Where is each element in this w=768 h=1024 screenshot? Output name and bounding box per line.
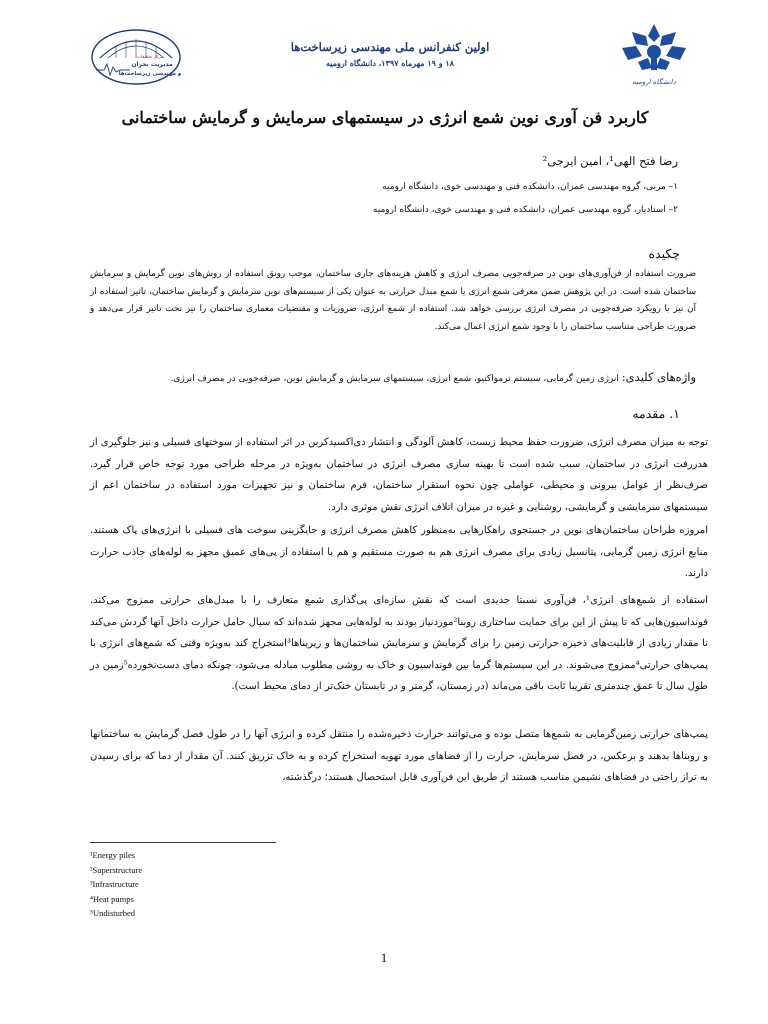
- research-center-logo: [90, 28, 182, 86]
- abstract-text: ضرورت استفاده از فن‌آوری‌های نوین در صرفه‌جویی مصرف انرژی و کاهش هزینه‌های جاری ساختمان، موجب رونق استفاده از روش‌های نوین گرمایش و سرمایش ساختمان شده است. در این پژوهش ضمن معرفی شمع انرژی یا شمع مبدل حرارتی به عنوان یکی از سیستم‌های نوین سرمایش و گرمایش ساختمان، تاثیر استفاده از آن نیز با رویکرد صرفه‌جویی در مصرف انرژی بررسی خواهد شد. استفاده از شمع انرژی، ضروریات و مقتضیات معماری ساختمان را نیز تحت تاثیر قرار می‌دهد و ضرورت طراحی متناسب ساختمان را با وجود شمع انرژی اعمال می‌کند.: [90, 269, 696, 332]
- page-number: 1: [380, 950, 388, 965]
- paper-title: کاربرد فن آوری نوین شمع انرژی در سیستمهای سرمایش و گرمایش ساختمانی: [121, 108, 649, 127]
- keywords-label: واژه‌های کلیدی:: [621, 370, 696, 384]
- footnote-4: ⁴Heat pumps: [90, 893, 134, 904]
- footnote-2: ²Superstructure: [90, 864, 143, 875]
- university-name: دانشگاه ارومیه: [632, 78, 676, 86]
- footnote-3: ³Infrastructure: [90, 879, 139, 890]
- university-logo: [618, 22, 690, 90]
- keywords: [90, 370, 696, 384]
- footnote-divider: [90, 842, 276, 843]
- keywords-list: انرژی زمین گرمایی، سیستم ترمواکتیو، شمع انرژی، سیستمهای سرمایش و گرمایش نوین، صرفه‌جویی در مصرف انرژی.: [170, 374, 619, 384]
- affiliation-2: ۲– استادیار، گروه مهندسی عمران، دانشکده فنی و مهندسی خوی، دانشگاه ارومیه: [372, 205, 678, 215]
- paragraph-1: توجه به میزان مصرف انرژی، ضرورت حفظ محیط زیست، کاهش آلودگی و انتشار دی‌اکسیدکربن در اثر استفاده از سوختهای فسیلی و نیز جلوگیری از هدررفت انرژی در ساختمان، سبب شده است تا بهینه سازی مصرف انرژی در ساختمان به‌ویژه در مرحله طراحی مورد توجه خاص قرار گیرد. صرف‌نظر از عوامل بیرونی و محیطی، عواملی چون نحوه استقرار ساختمان، فرم ساختمان و نیز تجهیزات مورد استفاده در ساختمان اعم از سیستمهای سرمایشی و گرمایشی، روشنایی و غیره در میزان اتلاف انرژی نقش موثری دارد.: [90, 437, 708, 513]
- conference-title: اولین کنفرانس ملی مهندسی زیرساخت‌ها: [290, 40, 490, 54]
- logo-line-2: مدیریت بحران: [131, 61, 173, 68]
- section-1-heading: ۱. مقدمه: [632, 406, 680, 421]
- paragraph-2: امروزه طراحان ساختمان‌های نوین در جستجوی راهکارهایی به‌منظور کاهش مصرف انرژی و جایگزینی سوخت های فسیلی با انرژی‌های پاک هستند. منابع انرژی زمین گرمایی، پتانسیل زیادی برای مصرف انرژی هم به صورت مستقیم و هم با استفاده از پی‌های عمیق مجهز به لوله‌های جاذب حرارت دارند.: [90, 525, 708, 580]
- conference-date: ۱۸ و ۱۹ مهرماه ۱۳۹۷، دانشگاه ارومیه: [326, 58, 454, 68]
- footnotes: [90, 848, 390, 921]
- logo-line-3: و مهندسی زیرساخت‌ها: [118, 71, 182, 77]
- logo-line-1: مرکز تحقیقات: [136, 55, 164, 60]
- paragraph-4: پمپ‌های حرارتی زمین‌گرمایی به شمع‌ها متصل بوده و می‌توانند حرارت ذخیره‌شده را منتقل کرده و انرژی آنها را در طول فصل گرمایش به ساختمانها و روبناها بدهند و برعکس، در فصل سرمایش، حرارت را از فضاهای مورد تهویه استخراج کرده و به خاک تزریق کنند. آن مقدار از دما که برای رسیدن به تراز راحتی در فضاهای نشیمن مناسب هستند از طریق این فن‌آوری قابل استحصال هستند؛ درگذشته،: [90, 729, 708, 784]
- abstract-heading: چکیده: [648, 246, 680, 261]
- footnote-1: ¹Energy piles: [90, 850, 136, 860]
- footnote-5: ⁵Undisturbed: [90, 908, 135, 919]
- affiliation-1: ۱– مربی، گروه مهندسی عمران، دانشکده فنی و مهندسی خوی، دانشگاه ارومیه: [382, 182, 678, 192]
- authors: رضا فتح الهی¹، امین ایرجی²: [542, 154, 678, 168]
- paragraph-3: استفاده از شمع‌های انرژی¹، فن‌آوری نسبتا جدیدی است که نقش سازه‌ای پی‌گذاری شمع متعارف را با مبدل‌های حرارتی ممزوج می‌کند. فونداسیون‌هایی که تا پیش از این برای حمایت ساختاری روبنا²موردنیاز بودند به لوله‌هایی مجهز شده‌اند که سیال حامل حرارت داخل آنها گردش می‌کند تا مقدار زیادی از قابلیت‌های ذخیره حرارتی زمین را برای گرمایش و سرمایش ساختمان‌ها و زیربناها³استخراج کند به‌ویژه وقتی که شمع‌های انرژی با پمپ‌های حرارتی⁴ممزوج می‌شوند. در این سیستم‌ها گرما بین فونداسیون و خاک به روشی مطلوب مبادله می‌شود، چونکه دمای دست‌نخورده⁵زمین در طول سال تا عمق چندمتری تقریبا ثابت باقی می‌ماند (در زمستان، گرمتر و در تابستان خنک‌تر از دمای محیط است).: [90, 595, 708, 693]
